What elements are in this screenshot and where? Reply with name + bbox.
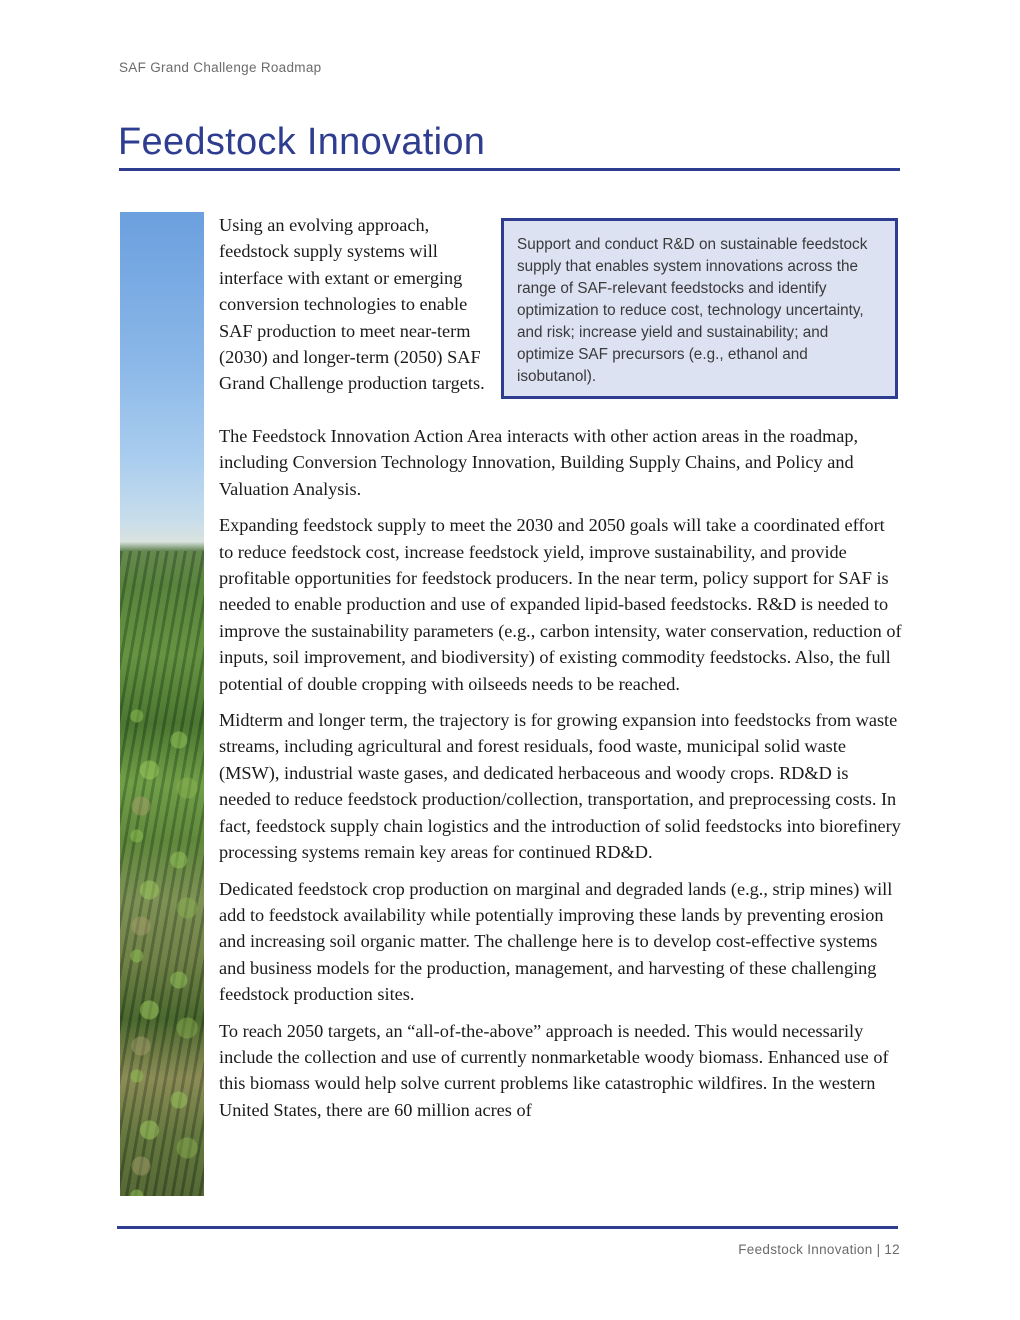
page-title: Feedstock Innovation: [118, 121, 486, 163]
action-area-callout: [501, 218, 898, 399]
intro-paragraph: Using an evolving approach, feedstock supply systems will interface with extant or emerging conversion technologies to enable SAF production to meet near-term (2030) and longer-term (2050) SAF Grand Challenge production targets.: [219, 215, 485, 394]
body-paragraph: Expanding feedstock supply to meet the 2030 and 2050 goals will take a coordinated effort to reduce feedstock cost, increase feedstock yield, improve sustainability, and provide profitable opportunities for feedstock producers. In the near term, policy support for SAF is needed to enable production and use of expanded lipid-based feedstocks. R&D is needed to improve the sustainability parameters (e.g., carbon intensity, water conservation, reduction of inputs, soil improvement, and biodiversity) of existing commodity feedstocks. Also, the full potential of double cropping with oilseeds needs to be reached.: [219, 515, 902, 694]
title-divider: [119, 168, 900, 171]
running-header: SAF Grand Challenge Roadmap: [119, 60, 322, 75]
footer-divider: [117, 1226, 898, 1229]
footer-section-name: Feedstock Innovation: [738, 1242, 873, 1257]
body-paragraph: Dedicated feedstock crop production on marginal and degraded lands (e.g., strip mines) will add to feedstock availability while potentially improving these lands by preventing erosion and increasing soil organic matter. The challenge here is to develop cost-effective systems and business models for the production, management, and harvesting of these challenging feedstock production sites.: [219, 878, 893, 1005]
body-paragraph: To reach 2050 targets, an “all-of-the-above” approach is needed. This would necessarily include the collection and use of currently nonmarketable woody biomass. Enhanced use of this biomass would help solve current problems like catastrophic wildfires. In the western United States, there are 60 million acres of: [219, 1020, 889, 1120]
callout-text: Support and conduct R&D on sustainable feedstock supply that enables system innovations across the range of SAF-relevant feedstocks and identify optimization to reduce cost, technology uncertainty, and risk; increase yield and sustainability; and optimize SAF precursors (e.g., ethanol and isobutanol).: [517, 236, 868, 385]
page-number: 12: [884, 1242, 900, 1257]
footer-separator: |: [876, 1242, 881, 1257]
body-paragraph: Midterm and longer term, the trajectory is for growing expansion into feedstocks from waste streams, including agricultural and forest residuals, food waste, municipal solid waste (MSW), industrial waste gases, and dedicated herbaceous and woody crops. RD&D is needed to reduce feedstock production/collection, transportation, and preprocessing costs. In fact, feedstock supply chain logistics and the introduction of solid feedstocks into biorefinery processing systems remain key areas for continued RD&D.: [219, 710, 901, 863]
body-text: [219, 423, 903, 1133]
crop-field-photo: [120, 212, 204, 1196]
body-paragraph: The Feedstock Innovation Action Area interacts with other action areas in the roadmap, including Conversion Technology Innovation, Building Supply Chains, and Policy and Valuation Analysis.: [219, 426, 859, 499]
foliage-texture: [120, 704, 204, 1196]
page-footer: [738, 1242, 900, 1257]
